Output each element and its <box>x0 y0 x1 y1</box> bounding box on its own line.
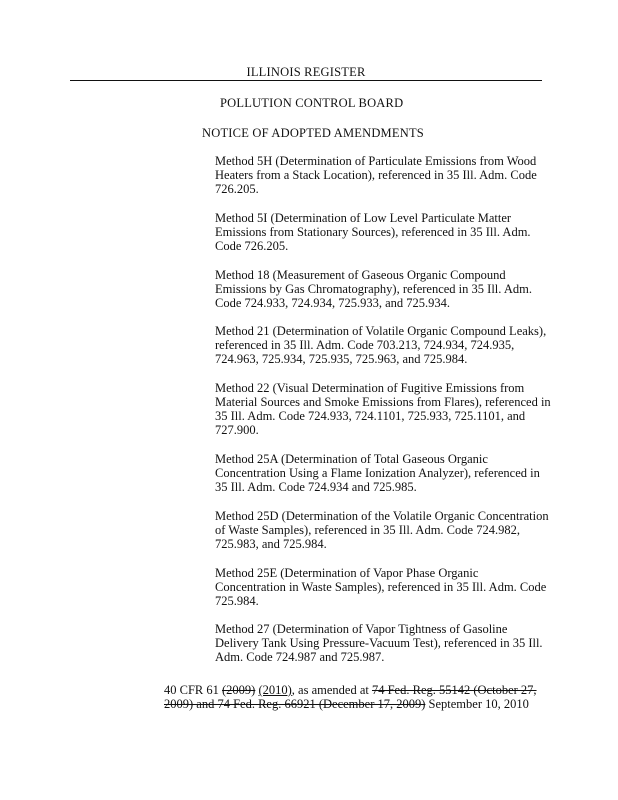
method-line: referenced in 35 Ill. Adm. Code 703.213, 724.934, 724.935, <box>215 338 515 353</box>
method-line: Method 5I (Determination of Low Level Particulate Matter <box>215 210 512 225</box>
register-header: ILLINOIS REGISTER <box>70 66 542 81</box>
method-line: 724.963, 725.934, 725.935, 725.963, and 725.984. <box>215 352 468 367</box>
board-name: POLLUTION CONTROL BOARD <box>220 96 404 110</box>
method-line: Material Sources and Smoke Emissions from Flares), referenced in <box>215 395 551 410</box>
cfr-citation <box>164 683 549 711</box>
method-line: Concentration Using a Flame Ionization Analyzer), referenced in <box>215 465 540 480</box>
method-entry <box>215 154 545 196</box>
cfr-text: , as amended at <box>291 683 372 697</box>
method-line: Method 25A (Determination of Total Gaseous Organic <box>215 451 488 466</box>
method-entry <box>215 622 545 664</box>
method-line: Concentration in Waste Samples), referenced in 35 Ill. Adm. Code <box>215 579 547 594</box>
method-line: 727.900. <box>215 423 259 438</box>
inserted-text: (2010) <box>258 683 292 697</box>
notice-title: NOTICE OF ADOPTED AMENDMENTS <box>202 126 424 140</box>
method-line: of Waste Samples), referenced in 35 Ill. Adm. Code 724.982, <box>215 522 520 537</box>
method-line: 725.984. <box>215 593 259 608</box>
method-line: Code 724.933, 724.934, 725.933, and 725.934. <box>215 295 451 310</box>
method-entry <box>215 381 551 438</box>
method-entry <box>215 452 545 494</box>
method-entry <box>215 268 545 310</box>
method-line: Delivery Tank Using Pressure-Vacuum Test), referenced in 35 Ill. <box>215 636 543 651</box>
methods-list <box>215 154 551 679</box>
method-line: Adm. Code 724.987 and 725.987. <box>215 650 385 665</box>
cfr-text: 40 CFR 61 <box>164 683 223 697</box>
method-line: 35 Ill. Adm. Code 724.933, 724.1101, 725.933, 725.1101, and <box>215 409 526 424</box>
method-line: Code 726.205. <box>215 238 289 253</box>
method-line: Method 27 (Determination of Vapor Tightness of Gasoline <box>215 622 508 637</box>
method-line: Heaters from a Stack Location), referenced in 35 Ill. Adm. Code <box>215 168 537 182</box>
method-entry <box>215 566 545 608</box>
method-entry <box>215 324 545 366</box>
method-line: Method 21 (Determination of Volatile Organic Compound Leaks), <box>215 324 547 339</box>
method-line: Method 25E (Determination of Vapor Phase Organic <box>215 565 479 580</box>
deleted-text: (2009) <box>222 683 256 697</box>
method-entry <box>215 508 549 551</box>
deleted-text: 74 Fed. Reg. 55142 (October 27, <box>371 683 537 697</box>
deleted-text: 2009) and 74 Fed. Reg. 66921 (December 17, 2009) <box>164 697 426 711</box>
method-line: Method 25D (Determination of the Volatile Organic Concentration <box>215 508 549 523</box>
cfr-text: September 10, 2010 <box>425 697 529 711</box>
method-line: 35 Ill. Adm. Code 724.934 and 725.985. <box>215 479 417 494</box>
method-line: Emissions by Gas Chromatography), referenced in 35 Ill. Adm. <box>215 281 532 296</box>
method-line: 725.983, and 725.984. <box>215 536 327 551</box>
method-line: Method 18 (Measurement of Gaseous Organic Compound <box>215 267 506 282</box>
method-line: Method 22 (Visual Determination of Fugitive Emissions from <box>215 381 525 396</box>
method-line: Method 5H (Determination of Particulate Emissions from Wood <box>215 154 537 168</box>
cfr-line <box>164 683 549 697</box>
method-line: 726.205. <box>215 182 259 196</box>
method-line: Emissions from Stationary Sources), referenced in 35 Ill. Adm. <box>215 224 531 239</box>
cfr-line <box>164 697 549 711</box>
method-entry <box>215 211 545 253</box>
